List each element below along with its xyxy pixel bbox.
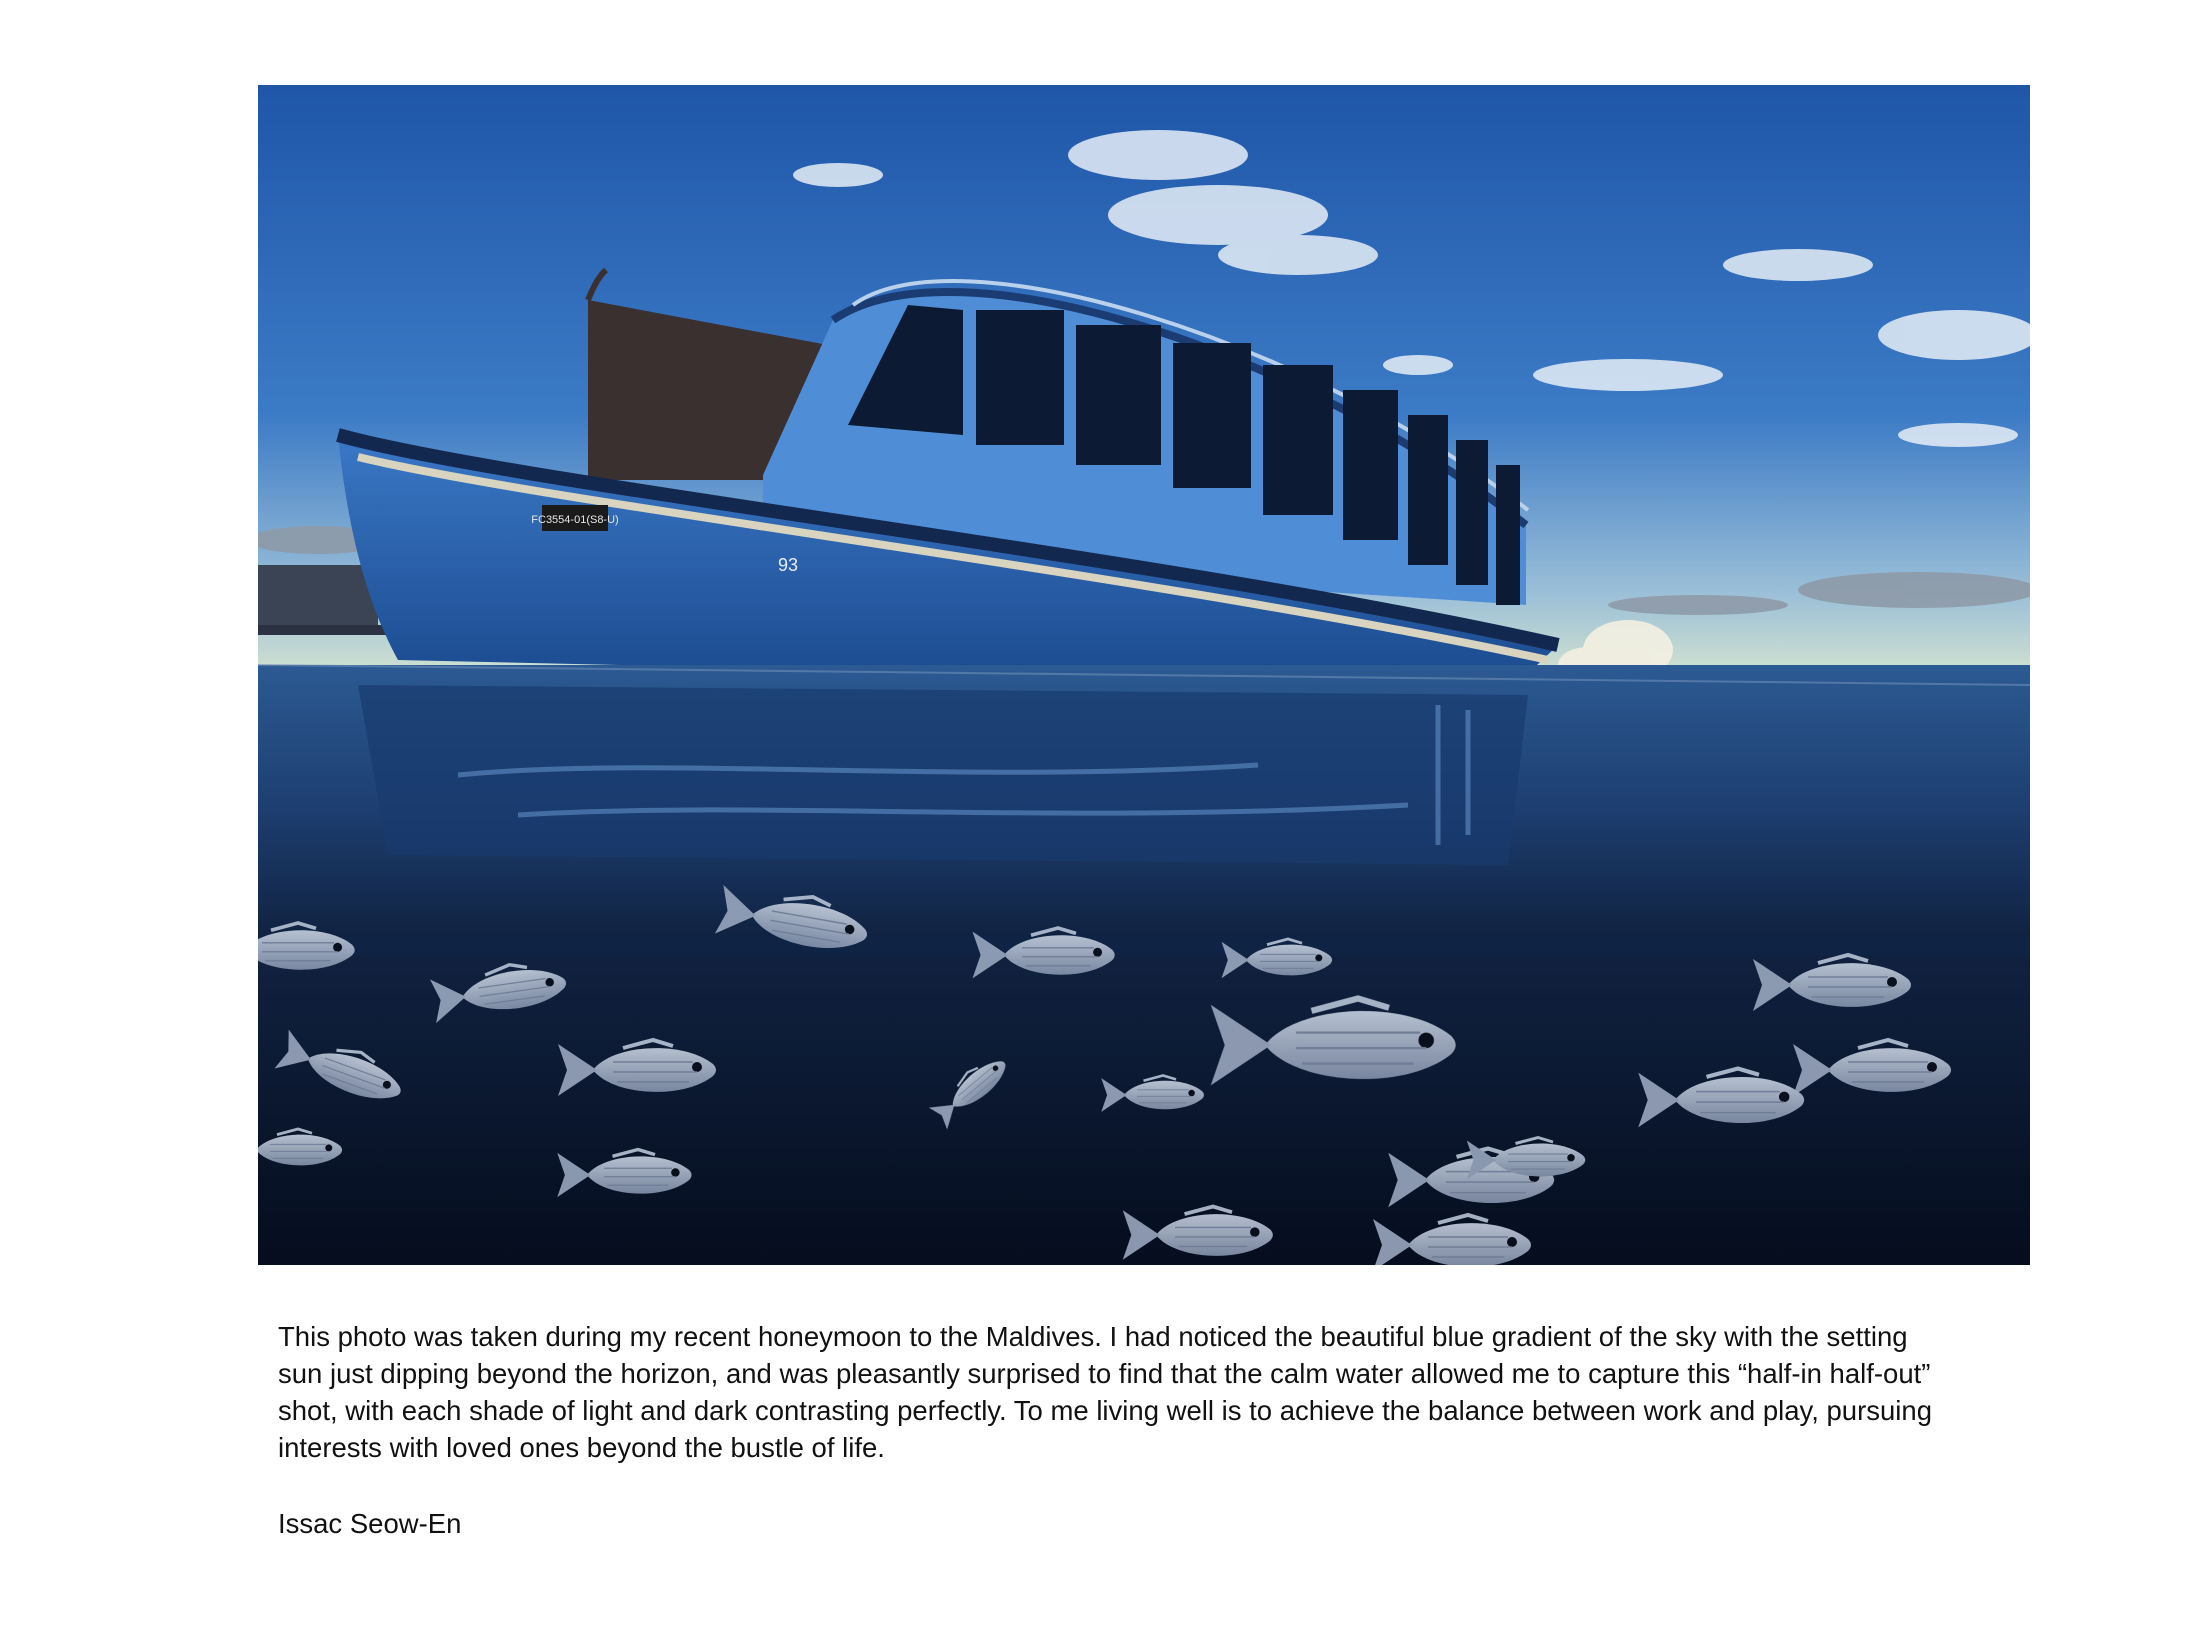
photo bbox=[258, 85, 2030, 1265]
boat-registration: FC3554-01(S8-U) bbox=[531, 514, 619, 526]
hull-marking: 93 bbox=[778, 555, 799, 575]
photo-illustration bbox=[258, 85, 2030, 1265]
photo-author: Issac Seow-En bbox=[278, 1508, 462, 1539]
photo-caption: This photo was taken during my recent honeymoon to the Maldives. I had noticed the beautiful blue gradient of the sky with the setting sun just dipping beyond the horizon, and was pleasantly surprised to find that the calm water allowed me to capture this “half-in half-out” shot, with each shade of light and dark contrasting perfectly. To me living well is to achieve the balance between work and play, pursuing interests with loved ones beyond the bustle of life. bbox=[278, 1321, 1933, 1463]
